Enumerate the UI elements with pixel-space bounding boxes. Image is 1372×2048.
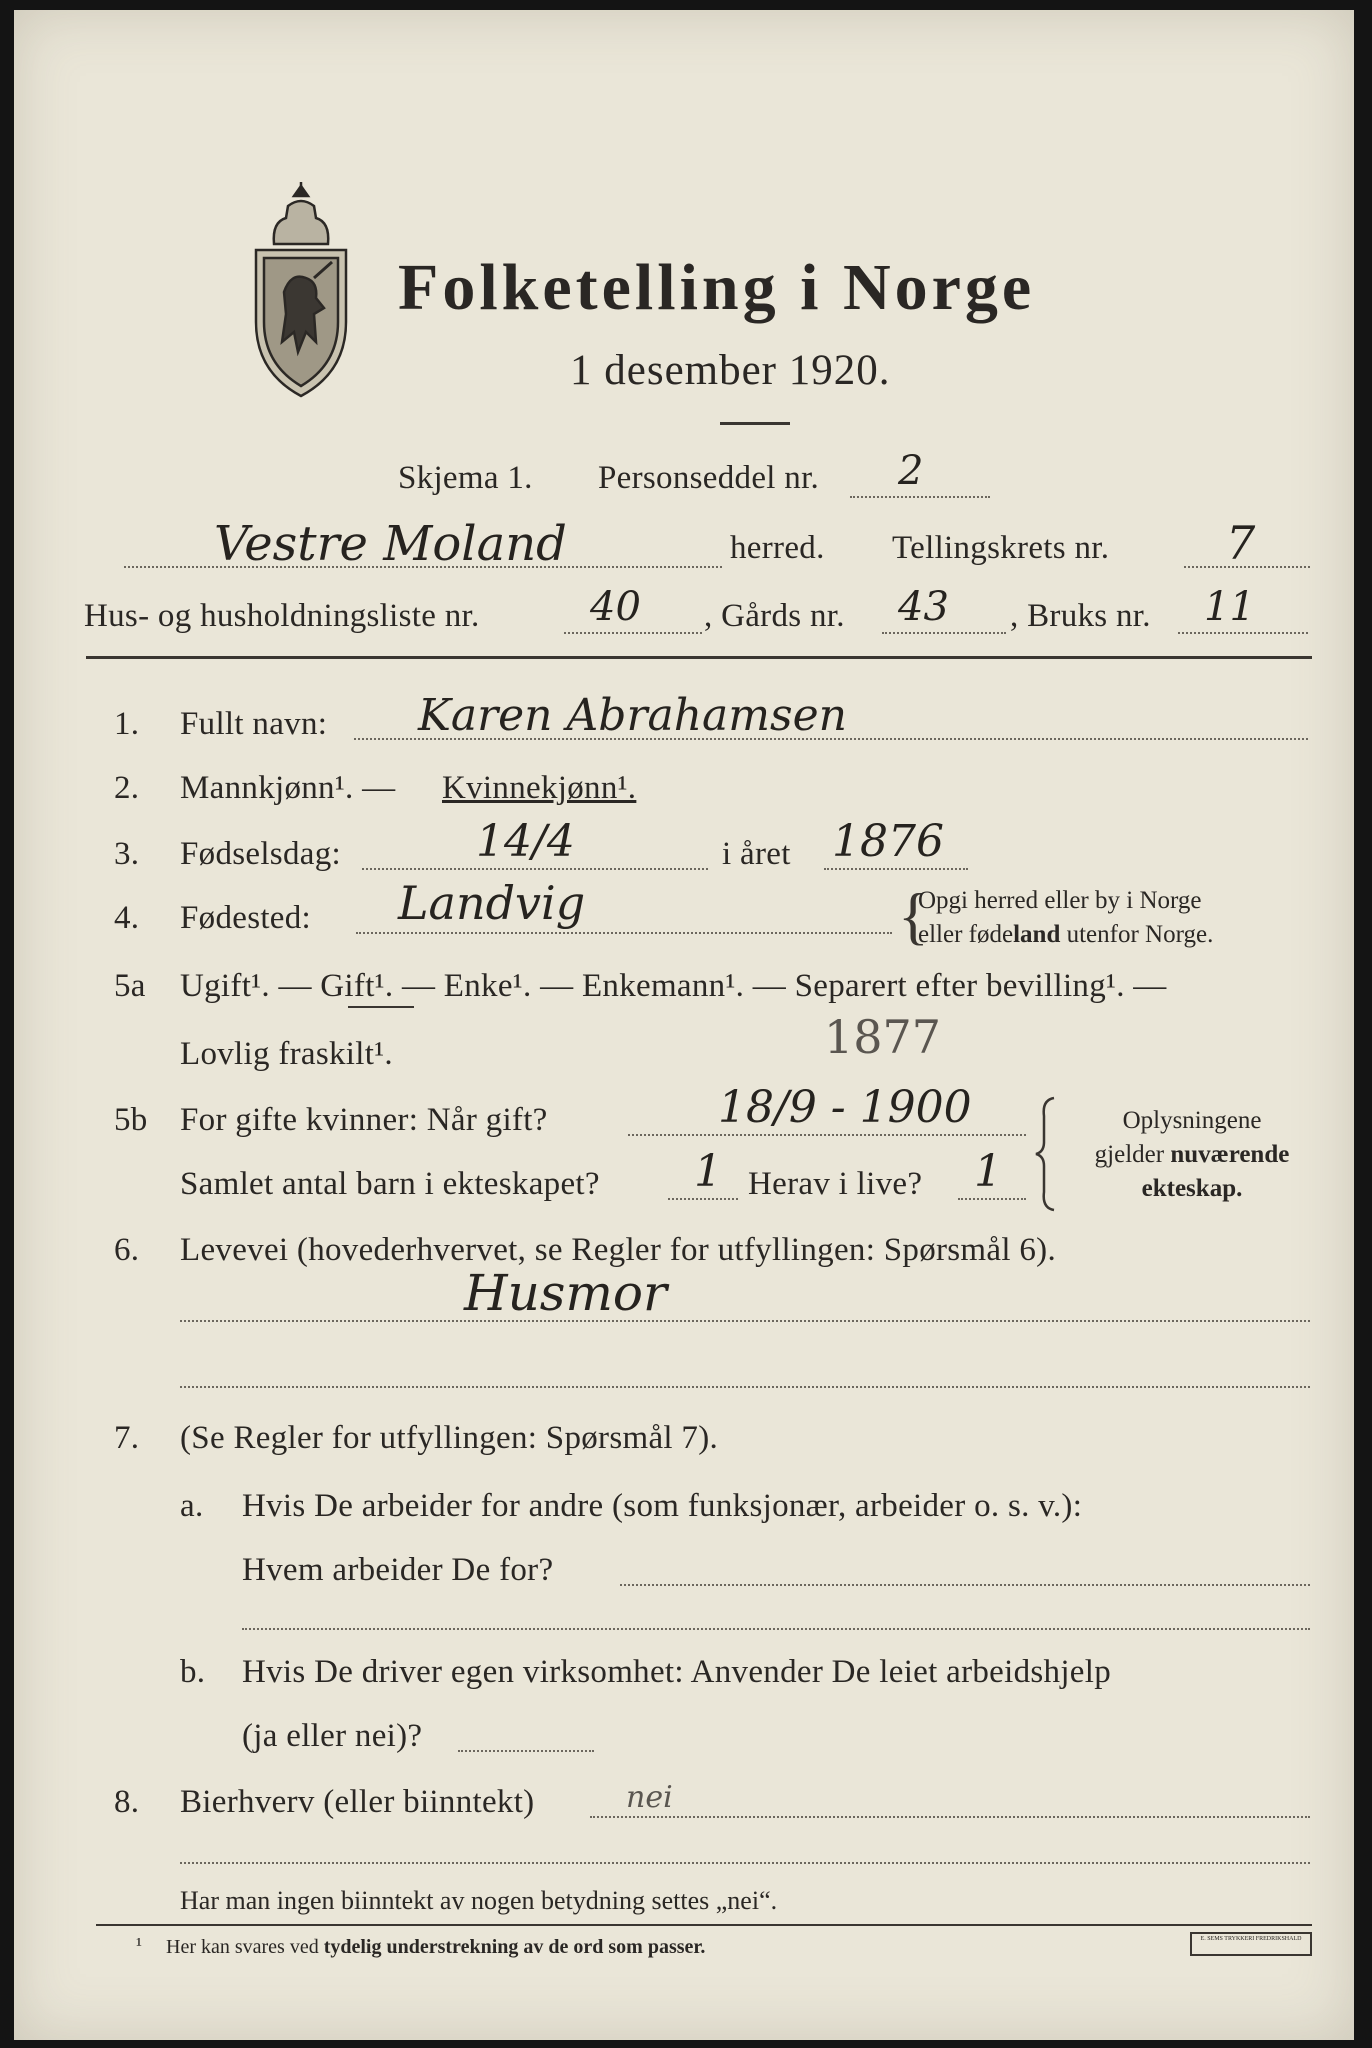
- q6-line1: [180, 1320, 1310, 1322]
- title-divider: [720, 422, 790, 425]
- q6-occupation-value: Husmor: [464, 1264, 667, 1322]
- gards-label: , Gårds nr.: [704, 598, 845, 634]
- q5a-options-line2: Lovlig fraskilt¹.: [180, 1036, 393, 1072]
- q5b-married-line: [628, 1134, 1026, 1136]
- q5b-note-line2: gjelder nuværende: [1094, 1141, 1290, 1168]
- q3-day-value: 14/4: [476, 816, 575, 867]
- personseddel-value: 2: [898, 448, 924, 494]
- bruks-line: [1178, 632, 1308, 634]
- biinntekt-note: Har man ingen biinntekt av nogen betydning settes „nei“.: [180, 1886, 778, 1915]
- q2-kvinne-option: Kvinnekjønn¹.: [442, 770, 637, 806]
- q7b-letter: b.: [180, 1654, 206, 1690]
- q6-line2: [180, 1386, 1310, 1388]
- q5b-alive-line: [958, 1198, 1026, 1200]
- q8-side-income-value: nei: [626, 1780, 673, 1815]
- footnote-divider: [96, 1924, 1312, 1926]
- gards-value: 43: [898, 584, 949, 630]
- census-date: 1 desember 1920.: [570, 347, 891, 394]
- q5a-gift-underline: [348, 1006, 414, 1008]
- q5b-children-value: 1: [694, 1146, 722, 1197]
- husliste-value: 40: [590, 584, 641, 630]
- footnote: Her kan svares ved tydelig understrekning av de ord som passer.: [166, 1936, 706, 1958]
- q6-number: 6.: [114, 1232, 140, 1268]
- header-divider: [86, 656, 1312, 659]
- personseddel-line: [850, 496, 990, 498]
- q2-mann-option: Mannkjønn¹. —: [180, 770, 396, 806]
- q7a-line2: Hvem arbeider De for?: [242, 1552, 554, 1588]
- q4-line: [356, 932, 892, 934]
- q5b-children-line: [668, 1198, 738, 1200]
- q1-number: 1.: [114, 706, 140, 742]
- q7-label: (Se Regler for utfyllingen: Spørsmål 7).: [180, 1420, 719, 1456]
- footnote-marker: ¹: [136, 1934, 142, 1956]
- q3-day-line: [362, 868, 708, 870]
- q4-note: [918, 884, 1213, 952]
- q3-year-value: 1876: [832, 816, 944, 867]
- q5b-number: 5b: [114, 1102, 148, 1138]
- q7a-answer-line1: [620, 1584, 1310, 1586]
- q7a-line1: Hvis De arbeider for andre (som funksjonær, arbeider o. s. v.):: [242, 1488, 1083, 1524]
- q7a-letter: a.: [180, 1488, 204, 1524]
- q5a-options: Ugift¹. — Gift¹. — Enke¹. — Enkemann¹. — Separert efter bevilling¹. —: [180, 968, 1167, 1004]
- q4-birthplace-value: Landvig: [398, 876, 586, 930]
- q1-label: Fullt navn:: [180, 706, 328, 742]
- q5b-label: For gifte kvinner: Når gift?: [180, 1102, 548, 1138]
- q5b-note-brace-icon: [1034, 1096, 1058, 1212]
- q5b-married-value: 18/9 - 1900: [718, 1082, 972, 1133]
- q3-year-line: [824, 868, 968, 870]
- q6-label: Levevei (hovederhvervet, se Regler for utfyllingen: Spørsmål 6).: [180, 1232, 1057, 1268]
- q8-label: Bierhverv (eller biinntekt): [180, 1784, 535, 1820]
- census-form-page: [14, 10, 1354, 2040]
- gards-line: [882, 632, 1006, 634]
- q3-label: Fødselsdag:: [180, 836, 341, 872]
- q5b-note-line3: ekteskap.: [1141, 1175, 1243, 1202]
- q4-label: Fødested:: [180, 900, 312, 936]
- tellingskrets-value: 7: [1226, 516, 1256, 570]
- q8-line1: [590, 1816, 1310, 1818]
- q4-note-brace: {: [898, 880, 929, 951]
- q7a-answer-line2: [242, 1628, 1310, 1630]
- q7b-line2: (ja eller nei)?: [242, 1718, 423, 1754]
- q8-number: 8.: [114, 1784, 140, 1820]
- bruks-value: 11: [1204, 584, 1255, 630]
- herred-label: herred.: [730, 530, 825, 566]
- q4-note-line2: eller fødeland utenfor Norge.: [918, 921, 1214, 948]
- q5b-alive-value: 1: [974, 1146, 1002, 1197]
- q5a-annotation: 1877: [824, 1010, 942, 1064]
- q3-year-label: i året: [722, 836, 791, 872]
- q5b-note-line1: Oplysningene: [1122, 1107, 1262, 1134]
- q4-number: 4.: [114, 900, 140, 936]
- q2-number: 2.: [114, 770, 140, 806]
- coat-of-arms-icon: [236, 182, 366, 402]
- form-title: Folketelling i Norge: [398, 251, 1036, 324]
- q1-full-name-value: Karen Abrahamsen: [418, 690, 847, 741]
- q3-number: 3.: [114, 836, 140, 872]
- q4-note-line1: Opgi herred eller by i Norge: [918, 887, 1202, 914]
- tellingskrets-label: Tellingskrets nr.: [892, 530, 1110, 566]
- husliste-label: Hus- og husholdningsliste nr.: [84, 598, 480, 634]
- q7b-line1: Hvis De driver egen virksomhet: Anvender De leiet arbeidshjelp: [242, 1654, 1112, 1690]
- husliste-line: [564, 632, 702, 634]
- skjema-label: Skjema 1.: [398, 460, 533, 496]
- bruks-label: , Bruks nr.: [1010, 598, 1151, 634]
- q5b-children-label: Samlet antal barn i ekteskapet?: [180, 1166, 600, 1202]
- q5b-note: [1062, 1104, 1322, 1206]
- q5b-alive-label: Herav i live?: [748, 1166, 923, 1202]
- q5a-number: 5a: [114, 968, 146, 1004]
- herred-value: Vestre Moland: [214, 516, 567, 572]
- q8-line2: [180, 1862, 1310, 1864]
- q7-number: 7.: [114, 1420, 140, 1456]
- personseddel-label: Personseddel nr.: [598, 460, 820, 496]
- q7b-answer-line: [458, 1750, 594, 1752]
- printer-stamp: E. SEMS TRYKKERI FREDRIKSHALD: [1190, 1932, 1312, 1956]
